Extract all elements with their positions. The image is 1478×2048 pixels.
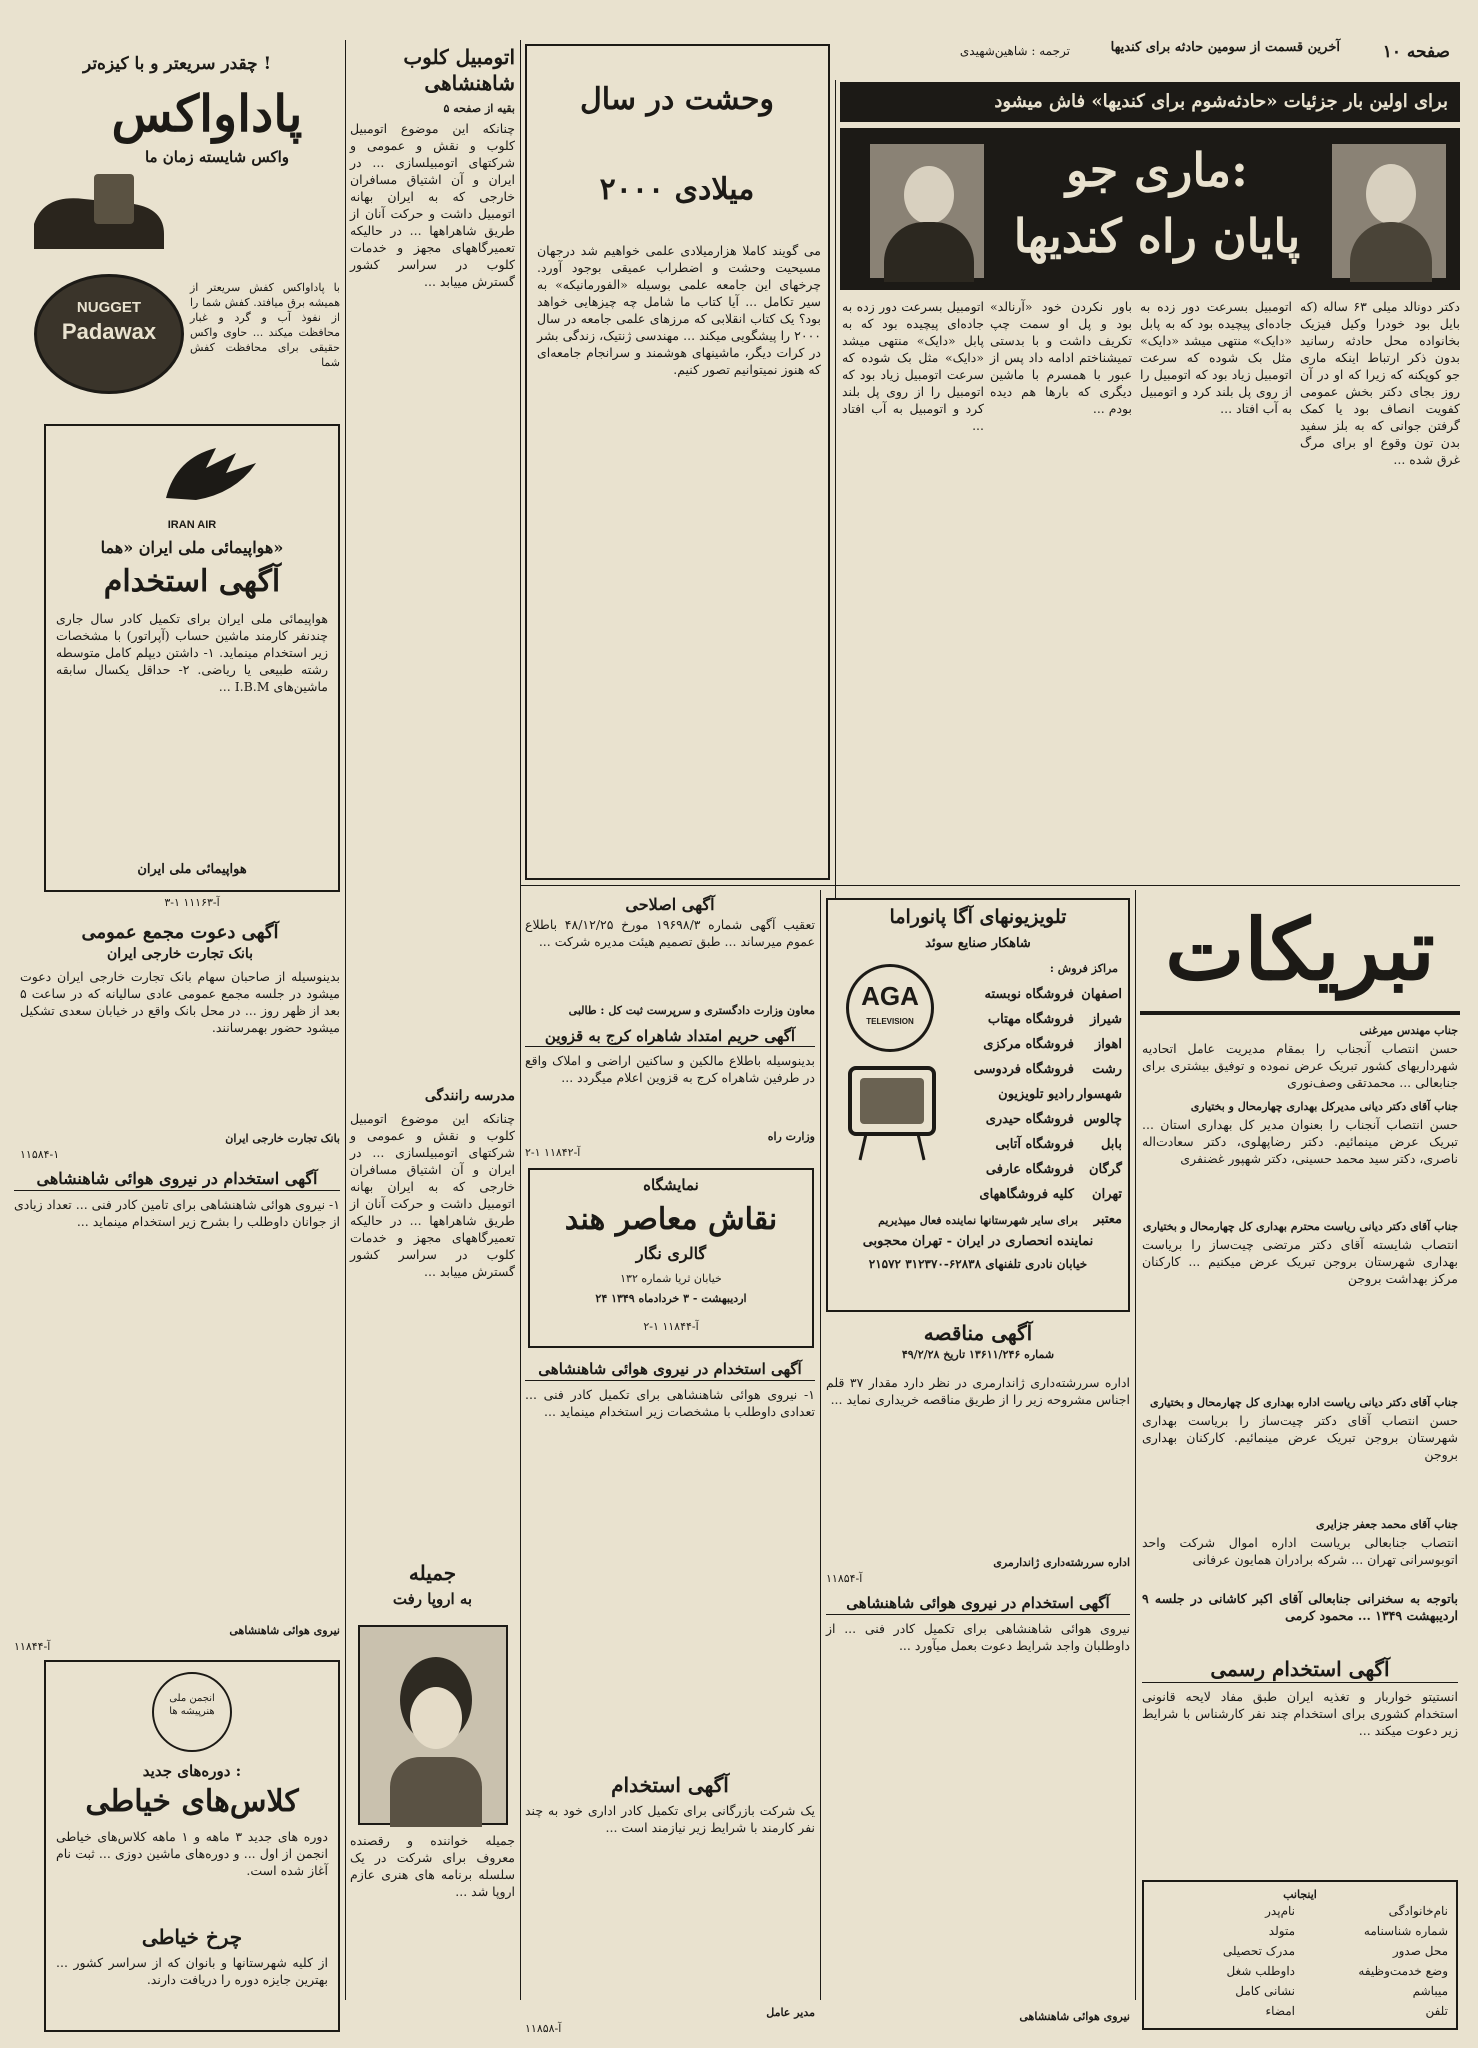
store-row: چالوسفروشگاه حیدری [985,1112,1122,1127]
tabrikat-item-body: انتصاب جنابعالی بریاست اداره اموال شرکت واحد اتوبوسرانی تهران ... شرکه برادران همایون عرفانی [1142,1535,1458,1567]
gov-recruit-title: آگهی استخدام رسمی [1142,1656,1458,1683]
aga-logo-sub: TELEVISION [866,1017,914,1026]
airforce-left-code: آ-۱۱۸۴۴ [14,1640,51,1653]
padawax-brand: پاداواکس [111,84,303,143]
tabrikat-item-head: جناب مهندس میرغنی [1359,1024,1458,1037]
exhibit-dates: ۲۴ اردیبهشت - ۳ خردادماه ۱۳۴۹ [595,1292,747,1305]
aga-agent: نماینده انحصاری در ایران - تهران محجوبی [862,1234,1094,1249]
form-title: اینجانب [1283,1888,1317,1901]
recruit-bottom-code: آ-۱۱۸۵۸ [525,2022,562,2035]
tabrikat-item-body: حسن انتصاب آنجناب را بعنوان مدیر کل بهداری استان ... تبریک عرض مینمائیم. دکتر رضاپهلوی، دکتر سعادت‌اله ناصری، دکتر سید محمد حسینی، دکتر شهپور غضنفری [1142,1117,1458,1166]
tender-body: اداره سررشته‌داری ژاندارمری در نظر دارد مقدار ۳۷ قلم اجناس مشروحه زیر را از طریق مناقصه خریداری نماید ... [826,1375,1130,1407]
aga-phone: خیابان نادری تلفنهای ۶۲۸۳۸-۳۱۲۳۷۰ ۲۱۵۷۲ [868,1257,1088,1271]
gov-recruit-form [1142,1880,1458,2030]
store-row: تهرانکلیه فروشگاههای معتبر [979,1187,1122,1227]
tabrikat-item-head: جناب آقای دکتر دیانی ریاست محترم بهداری کل چهارمحال و بختیاری [1142,1220,1458,1233]
year2000-body: می گویند کاملا هزارمیلادی علمی خواهیم شد درجهان مسیحیت وحشت و اضطراب عمیقی بوجود آورد. چرخهای این جامعه علمی بوسیله «الفورمانیکه» به سیر تکامل ... آیا کتاب ما شامل چه چیزهایی خواهد بود؟ یک کتاب انقلابی که مرزهای علمی جامعه در سال ۲۰۰۰ را پیشگویی میکند ... مهندسی ژنتیک، زندگی بشر در کرات دیگر، ماشینهای هوشمند و سرانجام جامعه‌ای که هنوز نمیتوانیم تصور کنیم. [537,243,821,377]
tabrikat-item-head: جناب آقای محمد جعفر جزایری [1316,1518,1458,1531]
iran-air-code: ۳-۱ آ-۱۱۱۶۳ [164,896,220,909]
recruit-bottom-title: آگهی استخدام [611,1773,729,1797]
jamileh-photo [358,1625,508,1825]
story-col-4: اتومبیل بسرعت دور زده به جاده‌ای پیچیده بود که به پابل «دایک» منتهی میشد «دایک» مثل بک شوده که سرعت اتومبیل زیاد بود که اتومبیل را از روی پل بلند کرد و اتومبیل به آب افتاد ... [842,299,984,433]
jamileh-title: جمیله [408,1561,457,1585]
fix-notice-signature: معاون وزارت دادگستری و سرپرست ثبت کل : طالبی [568,1004,815,1017]
store-row: شهسواررادیو تلویزیون [998,1087,1122,1102]
airforce-mid-body: نیروی هوائی شاهنشاهی برای تکمیل کادر فنی ... از داوطلبان واجد شرایط دعوت بعمل میآورد ... [826,1621,1130,1653]
form-fields [1152,1902,1448,2020]
road-notice-title: آگهی حریم امتداد شاهراه کرج به قزوین [525,1026,815,1047]
car-club-body-2: چنانکه این موضوع اتومبیل کلوب و نقش و عمومی و شرکتهای اتومبیلسازی ... در ایران و آن اشتیاق مسافران خارجی که به ایران بهانه اتومبیل داشت و حرکت آنان از طریق شاهراهها ... در حالیکه تعمیرگاههای مجهز و خدمات کلوب در سراسر کشور گسترش مییابد ... [350,1111,515,1279]
iran-air-ad [44,424,340,892]
airforce-left-body: ۱- نیروی هوائی شاهنشاهی برای تامین کادر فنی ... تعداد زیادی از جوانان داوطلب را بشرح زیر استخدام مینماید ... [14,1197,340,1229]
padawax-can [34,274,184,394]
exhibit-gallery: گالری نگار [635,1244,707,1263]
aga-logo-text: AGA [861,981,919,1011]
airforce-center-title: آگهی استخدام در نیروی هوائی شاهنشاهی [525,1358,815,1381]
shoe-icon [24,164,174,284]
year2000-box [525,44,830,880]
aga-centers-label: مراکز فروش : [1049,962,1118,975]
store-row: گرگانفروشگاه عارفی [985,1162,1122,1177]
form-field: وضع خدمت‌وظیفه [1358,1964,1448,1978]
tabrikat-item-body: حسن انتصاب آنجناب را بمقام مدیریت عامل اتحادیه شهرداریهای کشور تبریک عرض نموده و توفیق بیشتری برای جنابعالی ... محمدتقی وصف‌نوری [1142,1041,1458,1090]
airforce-left-title: آگهی استخدام در نیروی هوائی شاهنشاهی [14,1168,340,1191]
year2000-headline-2: ۲۰۰۰ میلادی [599,172,755,207]
store-row: اصفهانفروشگاه نوبسته [984,987,1122,1002]
tender-signature: اداره سررشته‌داری ژاندارمری [993,1556,1130,1569]
airforce-left-signature: نیروی هوائی شاهنشاهی [229,1624,340,1637]
tailoring-body: دوره های جدید ۳ ماهه و ۱ ماهه کلاس‌های خیاطی انجمن از اول ... و دوره‌های ماشین دوزی ... ثبت نام آغاز شده است. [56,1829,328,1878]
iran-air-title: آگهی استخدام [103,564,281,599]
car-club-body: چنانکه این موضوع اتومبیل کلوب و نقش و عمومی و شرکتهای اتومبیلسازی ... در ایران و آن اشتیاق مسافران خارجی که به ایران بهانه اتومبیل داشت و حرکت آنان از طریق شاهراهها ... در حالیکه تعمیرگاههای مجهز و خدمات کلوب در سراسر کشور گسترش مییابد ... [350,121,515,289]
road-notice-body: بدینوسیله باطلاع مالکین و ساکنین اراضی و املاک واقع در طرفین شاهراه کرج به قزوین اعلام میگردد ... [525,1053,815,1085]
store-row: اهوازفروشگاه مرکزی [983,1037,1122,1052]
story-headline-2: پایان راه کندیها [1013,209,1301,263]
tabrikat-item-body: حسن انتصاب آقای دکتر چیت‌ساز را بریاست بهداری شهرستان بروجن تبریک عرض مینمائیم. کارکنان بهداری بروجن [1142,1413,1458,1462]
tailoring-title-small: دوره‌های جدید : [142,1762,242,1780]
story-banner: برای اولین بار جزئیات «حادثه‌شوم برای کندیها» فاش میشود [840,82,1460,122]
form-field: مدرک تحصیلی [1222,1944,1295,1958]
tailoring-badge: انجمن ملی هنرپیشه ها [152,1672,232,1752]
tabrikat-list [1142,1024,1458,1584]
assembly-subtitle: بانک تجارت خارجی ایران [106,946,254,962]
padawax-ad [14,44,340,400]
translator-credit: ترجمه : شاهین‌شهیدی [959,44,1070,58]
road-notice-signature: وزارت راه [767,1130,815,1143]
homa-logo-icon [146,438,266,518]
jamileh-body: جمیله خواننده و رقصنده معروف برای شرکت در یک سلسله برنامه های هنری عازم اروپا شد ... [350,1833,515,1899]
tender-subtitle: شماره ۱۳۶۱۱/۲۴۶ تاریخ ۴۹/۲/۲۸ [901,1348,1055,1361]
store-row: شیرازفروشگاه مهتاب [987,1012,1122,1027]
exhibit-title: نقاش معاصر هند [564,1202,778,1237]
road-notice-code: ۲-۱ آ-۱۱۸۴۲ [525,1146,581,1159]
assembly-title: آگهی دعوت مجمع عمومی [81,922,279,943]
form-field: شماره شناسنامه [1363,1924,1448,1938]
airforce-mid-signature: نیروی هوائی شاهنشاهی [1019,2010,1130,2023]
page-number: صفحه ۱۰ [1382,42,1450,62]
aga-title: تلویزیونهای آگا پانوراما [889,906,1067,928]
exhibit-code: ۲-۱ آ-۱۱۸۴۴ [643,1320,699,1333]
story-headline-box [840,128,1460,290]
year2000-headline-1: وحشت در سال [579,82,775,117]
tender-code: آ-۱۱۸۵۴ [826,1572,863,1585]
padawax-body: با پاداواکس کفش سریعتر از همیشه برق میافتد. کفش شما را از نفوذ آب و گرد و غبار محافظت میکند ... حاوی واکس حقیقی برای محافظت کفش شما [190,281,340,369]
exhibit-ad [528,1168,814,1348]
driving-school-subhead: مدرسه رانندگی [424,1088,515,1104]
form-field: میباشم [1412,1984,1448,1998]
recruit-bottom-signature: مدیر عامل [766,2006,815,2019]
jamileh-subtitle: به اروپا رفت [392,1590,473,1608]
story-col-2: اتومبیل بسرعت دور زده به جاده‌ای پیچیده بود که به پابل «دایک» منتهی میشد «دایک» مثل بک شوده که سرعت اتومبیل زیاد بود که اتومبیل را از روی پل بلند کرد و اتومبیل به آب افتاد ... [1140,299,1292,416]
padawax-slogan: واکس شایسته زمان ما [144,148,290,166]
form-field: متولد [1268,1924,1295,1938]
form-field: نام‌پدر [1265,1904,1295,1918]
aga-subtitle: شاهکار صنایع سوئد [925,936,1031,951]
tabrikat-title: تبریکات [1140,895,1460,1015]
car-club-headline: اتومبیل کلوب شاهنشاهی [403,45,515,95]
form-field: نشانی کامل [1235,1984,1295,1998]
story-col-3: باور نکردن خود «آرنالد» بود و پل او سمت چپ تکریف داشت و با بدستی تمیشناختم ادامه داد پس از عبور با همسرم با ماشین دیگری که بارها هم دیده بودم ... [990,299,1132,416]
portrait-photo-left [868,142,986,280]
exhibit-title-small: نمایشگاه [643,1176,699,1194]
airforce-mid-title: آگهی استخدام در نیروی هوائی شاهنشاهی [826,1592,1130,1615]
form-field: داوطلب شغل [1226,1964,1295,1978]
aga-logo [846,964,934,1052]
tailoring-title: کلاس‌های خیاطی [85,1784,299,1819]
series-note: آخرین قسمت از سومین حادثه برای کندیها [1110,40,1340,55]
form-field: نام‌خانوادگی [1388,1904,1448,1918]
aga-note: برای سایر شهرستانها نماینده فعال میپذیریم [878,1214,1078,1227]
form-field: امضاء [1265,2004,1295,2018]
aga-ad [826,898,1130,1312]
story-headline-1: ماری جو: [1065,143,1249,197]
exhibit-address: خیابان ثریا شماره ۱۳۲ [620,1272,722,1285]
tailoring-subtitle: چرخ خیاطی [141,1925,243,1949]
airforce-center-body: ۱- نیروی هوائی شاهنشاهی برای تکمیل کادر فنی ... تعدادی داوطلب با مشخصات زیر استخدام مینماید ... [525,1387,815,1419]
car-club-subhead: بقیه از صفحه ۵ [443,102,515,115]
iran-air-body: هواپیمائی ملی ایران برای تکمیل کادر سال جاری چندنفر کارمند ماشین حساب (آپراتور) با مشخصات زیر استخدام مینماید. ۱- داشتن دیپلم کامل متوسطه رشته طبیعی یا ریاضی. ۲- حداقل یکسال سابقه ماشین‌های I.B.M ... [56,611,329,694]
padawax-tagline: چقدر سریعتر و با کیزه‌تر ! [82,54,272,74]
fix-notice-title: آگهی اصلاحی [625,895,715,914]
store-row: رشتفروشگاه فردوسی [973,1062,1122,1077]
fix-notice-body: تعقیب آگهی شماره ۱۹۶۹۸/۳ مورخ ۴۸/۱۲/۲۵ باطلاع عموم میرساند ... طبق تصمیم هیئت مدیره شرکت ... [525,917,815,949]
store-row: بابلفروشگاه آتابی [995,1137,1122,1152]
tailoring-ad [44,1660,340,2032]
television-icon [846,1064,938,1164]
assembly-body: بدینوسیله از صاحبان سهام بانک تجارت خارجی ایران دعوت میشود در جلسه مجمع عمومی عادی سالیانه که در ساعت ۵ بعد از ظهر روز ... در محل بانک واقع در خیابان سعدی تشکیل میشود حضور بهمرسانند. [20,969,340,1035]
recruit-bottom-body: یک شرکت بازرگانی برای تکمیل کادر اداری خود به چند نفر کارمند با شرایط زیر نیازمند است ... [525,1803,815,1835]
tailoring-body-2: از کلیه شهرستانها و بانوان که از سراسر کشور ... بهترین جایزه دوره را دریافت دارند. [56,1955,328,1987]
tender-title: آگهی مناقصه [923,1321,1033,1345]
tabrikat-item-head: جناب آقای دکتر دیانی ریاست اداره بهداری کل چهارمحال و بختیاری [1150,1396,1458,1409]
can-brand-top: NUGGET [76,299,142,316]
iran-air-logo-caption: IRAN AIR [167,519,217,531]
iran-air-signature: هواپیمائی ملی ایران [137,862,247,877]
tabrikat-item-head: جناب آقای دکتر دیانی مدیرکل بهداری چهارمحال و بختیاری [1190,1100,1458,1113]
form-field: تلفن [1425,2004,1448,2018]
gov-recruit-body: انستیتو خواربار و تغذیه ایران طبق مفاد لایحه قانونی استخدام کشوری برای استخدام چند نفر کارشناس با شرایط زیر دعوت میکند ... [1142,1689,1458,1738]
iran-air-name: هواپیمائی ملی ایران «هما» [100,538,284,557]
portrait-photo-right [1330,142,1448,280]
form-field: محل صدور [1392,1944,1448,1958]
can-brand: Padawax [61,319,157,344]
assembly-code: ۱۱۵۸۴-۱ [20,1148,60,1161]
tabrikat-thanks: باتوجه به سخنرانی جنابعالی آقای اکبر کاشانی در جلسه ۹ اردیبهشت ۱۳۴۹ ... محمود کرمی [1142,1591,1458,1623]
tabrikat-item-body: انتصاب شایسته آقای دکتر مرتضی چیت‌ساز را بریاست بهداری شهرستان بروجن تبریک عرض میکنیم ... کارکنان مرکز بهداشت بروجن [1142,1237,1458,1286]
story-col-1: دکتر دونالد میلی ۶۳ ساله (که بایل بود خودرا وکیل فیزیک بخانواده محل حادثه رسانید بدون ذکر ارتباط اینکه ماری جو کوپکنه که زیرا که او در آن روز بجای دکتر بخش عمومی کفویت انصاف بود یا کمک گرفتن جوانی که به بلز سفید بدن تون وقوع او برای مرگ غرق شده ... [1300,299,1460,467]
assembly-signature: بانک تجارت خارجی ایران [225,1132,340,1145]
